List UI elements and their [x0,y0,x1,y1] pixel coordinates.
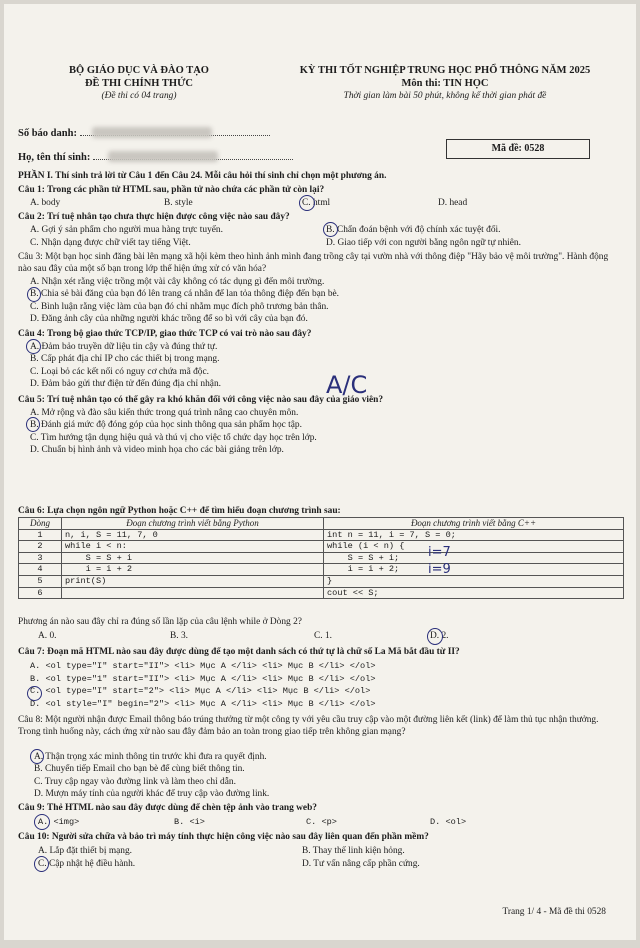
q6-option-a: A. 0. [38,631,57,641]
question-2: Câu 2: Trí tuệ nhân tạo chưa thực hiện được công việc nào sau đây? [18,212,290,222]
table-row: 6 cout << S; [19,587,624,599]
q4-option-b: B. Cấp phát địa chỉ IP cho các thiết bị trong mạng. [30,354,220,365]
q10-option-a: A. Lắp đặt thiết bị mạng. [38,846,132,856]
exam-title: KỲ THI TỐT NGHIỆP TRUNG HỌC PHỔ THÔNG NĂM 2025 [299,65,591,76]
q2-option-d: D. Giao tiếp với con người bằng ngôn ngữ tự nhiên. [326,238,521,248]
table-row: 1 n, i, S = 11, 7, 0 int n = 11, i = 7, S = 0; [19,529,624,541]
answer-mark-q1 [299,195,315,211]
answer-mark-q10 [34,856,49,872]
official-label: ĐỀ THI CHÍNH THỨC [84,78,194,89]
exam-page [4,4,636,940]
code-table [18,517,624,599]
q8-option-c: C. Truy cập ngay vào đường link và làm theo chỉ dẫn. [34,776,236,787]
header-right [254,64,636,102]
table-row: 2 while i < n: while (i < n) { [19,541,624,553]
time-limit: Thời gian làm bài 50 phút, không kể thời gian phát đề [343,91,547,101]
q1-option-a: A. body [30,198,61,208]
q8-option-d: D. Mượn máy tính của người khác để truy cập vào đường link. [34,789,270,800]
q5-option-c: C. Tìm hướng tận dụng hiệu quả và thú vị cho việc tổ chức dạy học trên lớp. [30,432,317,443]
question-7: Câu 7: Đoạn mã HTML nào sau đây được dùng để tạo một danh sách có thứ tự là chữ số La Mã bắt đầu từ II? [18,647,460,657]
header-left [4,64,274,102]
q7-option-c: C. <ol type="I" start="2"> <li> Mục A </li> <li> Mục B </li> </ol> [30,686,371,697]
col-python: Đoạn chương trình viết bằng Python [62,518,324,530]
question-6-options [38,630,618,643]
question-10: Câu 10: Người sửa chữa và bảo trì máy tính thực hiện công việc nào sau đây liên quan đến phần mềm? [18,832,429,842]
answer-mark-q3 [27,287,41,302]
question-6: Câu 6: Lựa chọn ngôn ngữ Python hoặc C++ để tìm hiểu đoạn chương trình sau: [18,506,341,516]
q2-option-b: B. Chẩn đoán bệnh với độ chính xác tuyệt đối. [326,225,501,235]
table-row: 3 S = S + i S = S + i; [19,552,624,564]
q2-option-c: C. Nhận dạng được chữ viết tay tiếng Việt. [30,238,191,248]
q3-option-d: D. Đăng ảnh cây của những người khác trồng để so bì với cây của bạn đó. [30,314,308,325]
q9-option-d: D. <ol> [430,817,467,827]
q2-option-a: A. Gợi ý sản phẩm cho người mua hàng trực tuyến. [30,225,223,235]
q7-option-d: D. <ol style="I" begin="2"> <li> Mục A </li> <li> Mục B </li> </ol> [30,698,376,709]
q9-option-c: C. <p> [306,817,337,827]
answer-mark-q7 [27,686,42,701]
redacted-candidate-number [92,127,212,138]
question-4-options [30,341,330,391]
q6-option-d: D. 2. [430,631,449,641]
answer-mark-q9 [34,814,50,830]
q10-option-b: B. Thay thế linh kiện hỏng. [302,846,405,856]
candidate-number-label: Số báo danh: [18,128,77,139]
q1-option-b: B. style [164,198,193,208]
question-4: Câu 4: Trong bộ giao thức TCP/IP, giao thức TCP có vai trò nào sau đây? [18,329,312,339]
handwritten-note: A/C [326,371,368,399]
q6-option-c: C. 1. [314,631,332,641]
q1-option-d: D. head [438,198,468,208]
code-table-header [19,518,624,530]
question-6-ask: Phương án nào sau đây chỉ ra đúng số lần lặp của câu lệnh while ở Dòng 2? [18,617,302,627]
question-5-options [30,407,620,457]
q1-option-c: C. html [302,198,331,208]
q3-option-a: A. Nhận xét rằng việc trồng một vài cây không có tác dụng gì đến môi trường. [30,277,325,287]
handwritten-i9: i=9 [428,562,451,577]
q5-option-b: B. Đánh giá mức độ đóng góp của học sinh thông qua sản phẩm học tập. [30,420,302,431]
table-row: 4 i = i + 2 i = i + 2; [19,564,624,576]
part-1-instruction: PHẦN I. Thí sinh trả lời từ Câu 1 đến Câu 24. Mỗi câu hỏi thí sinh chỉ chọn một phương án. [18,171,387,181]
answer-mark-q4 [26,339,41,354]
q4-option-c: C. Loại bỏ các kết nối có nguy cơ chứa mã độc. [30,366,209,377]
question-1: Câu 1: Trong các phần tử HTML sau, phần tử nào chứa các phần tử còn lại? [18,185,325,195]
q10-option-d: D. Tư vấn nâng cấp phần cứng. [302,859,420,869]
candidate-name-label: Họ, tên thí sinh: [18,152,91,163]
q5-option-a: A. Mở rộng và đào sâu kiến thức trong quá trình nâng cao chuyên môn. [30,408,299,418]
q5-option-d: D. Chuẩn bị hình ảnh và video minh họa cho các bài giảng trên lớp. [30,445,284,456]
q7-option-b: B. <ol type="1" start="II"> <li> Mục A </li> <li> Mục B </li> </ol> [30,673,376,684]
exam-code-box: Mã đề: 0528 [446,139,590,159]
answer-mark-q5 [26,417,40,432]
ministry: BỘ GIÁO DỤC VÀ ĐÀO TẠO [69,65,209,76]
q10-option-c: C. Cập nhật hệ điều hành. [38,859,136,869]
question-3: Câu 3: Một bạn học sinh đăng bài lên mạng xã hội kèm theo hình ảnh mình đang trồng cây tại vườn nhà với thông điệp "Hãy bảo vệ môi trường". Hành động nào sau đây của một số bạn trong lớp thể hiện ứng xử có văn hóa? [18,252,609,275]
question-7-options [30,660,620,710]
question-10-options [38,845,618,871]
q8-option-a: A. Thận trọng xác minh thông tin trước khi đưa ra quyết định. [34,752,267,762]
question-9-options [38,816,618,829]
q4-option-d: D. Đảm bảo gửi thư điện tử đến đúng địa chỉ nhận. [30,379,221,390]
q3-option-b: B. Chia sẻ bài đăng của bạn đó lên trang cá nhân để lan tỏa thông điệp đến bạn bè. [30,289,340,300]
question-9: Câu 9: Thẻ HTML nào sau đây được dùng để chèn tệp ảnh vào trang web? [18,803,317,813]
q9-option-b: B. <i> [174,817,205,827]
q6-option-b: B. 3. [170,631,188,641]
q3-option-c: C. Bình luận rằng việc làm của bạn đó chỉ nhằm mục đích phô trương bản thân. [30,301,329,312]
q7-option-a: A. <ol type="I" start="II"> <li> Mục A </li> <li> Mục B </li> </ol> [30,661,376,671]
answer-mark-q2 [323,222,338,237]
col-cpp: Đoạn chương trình viết bằng C++ [324,518,624,530]
q9-option-a: A. <img> [38,817,80,827]
page-count: (Đề thi có 04 trang) [101,91,177,101]
redacted-name [108,151,218,162]
question-3-options [30,276,620,326]
q8-option-b: B. Chuyển tiếp Email cho bạn bè để cùng biết thông tin. [34,764,245,775]
q4-option-a: A. Đảm bảo truyền dữ liệu tin cậy và đúng thứ tự. [30,342,218,352]
handwritten-i7: i=7 [428,545,451,560]
question-5: Câu 5: Trí tuệ nhân tạo có thể gây ra khó khăn đối với công việc nào sau đây của giáo viên? [18,395,384,405]
answer-mark-q8 [30,749,44,764]
col-line: Dòng [19,518,62,530]
question-8-options [34,751,620,801]
question-8: Câu 8: Một người nhận được Email thông báo trúng thưởng từ một công ty với yêu cầu truy cập vào một đường liên kết (link) để làm thủ tục nhận thưởng. Trong tình huống này, cách ứng xử nào sau đây đảm bảo an toàn trong giao tiếp trên không gian mạng? [18,715,599,738]
question-1-options [30,197,620,210]
subject: Môn thi: TIN HỌC [401,78,489,89]
answer-mark-q6 [427,628,443,645]
page-footer: Trang 1/ 4 - Mã đề thi 0528 [502,907,606,917]
table-row: 5 print(S) } [19,575,624,587]
